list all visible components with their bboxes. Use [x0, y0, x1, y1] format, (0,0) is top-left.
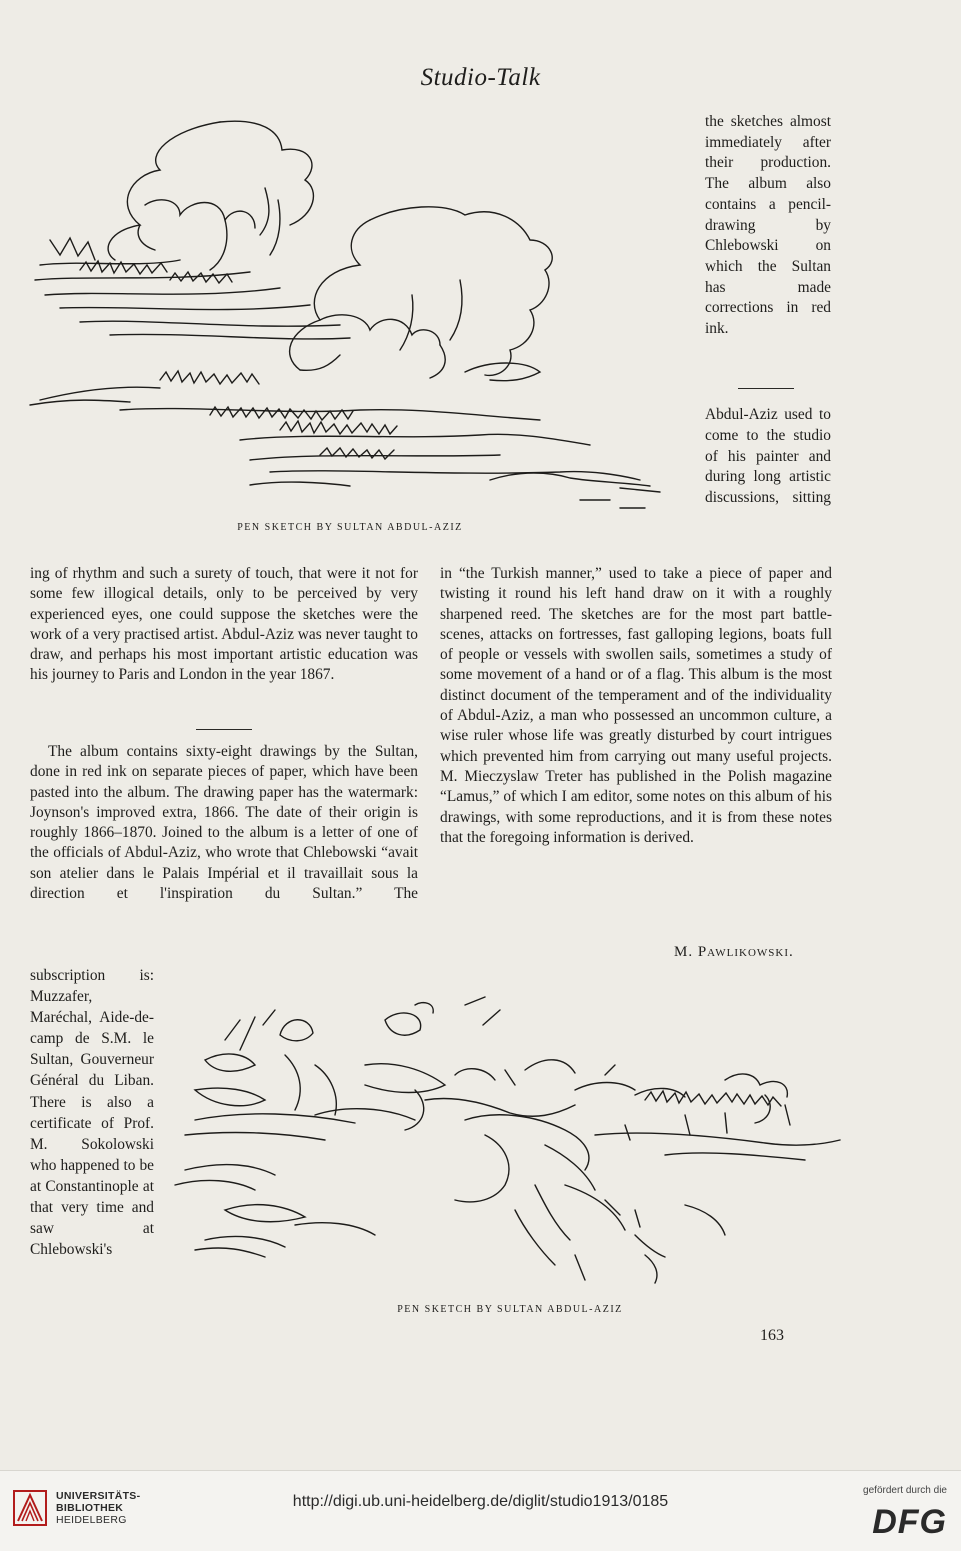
sketch-top-clouds	[20, 110, 680, 515]
left-col-para-2: The album contains sixty-eight drawings by the Sultan, done in red ink on separate pieces of paper, which have been pasted into the album. The drawing paper has the watermark: Joynson's improved extra, 1866. The date of their origin is roughly 1866–1870. Joined to the album is a letter of one of the officials of Abdul-Aziz, who wrote that Chlebowski “avait son atelier dans le Palais Impérial et il travaillait sous la direction et l'inspiration du Sultan.” The	[30, 743, 418, 903]
institution-line-3: HEIDELBERG	[56, 1514, 127, 1526]
dfg-logo: DFG	[872, 1503, 947, 1541]
source-url-link[interactable]: http://digi.ub.uni-heidelberg.de/diglit/studio1913/0185	[292, 1493, 669, 1510]
left-col-para-1: ing of rhythm and such a surety of touch, that were it not for some few illogical details, only to be perceived by very experienced eyes, one could suppose the sketches were the work of a very practised artist. Abdul-Aziz was never taught to draw, and perhaps his most important artistic education was his journey to Paris and London in the year 1867.	[30, 565, 418, 684]
left-col-para-3: subscription is: Muzzafer, Maréchal, Aide-de-camp de S.M. le Sultan, Gouverneur Général du Liban. There is also a certificate of Prof. M. Sokolowski who happened to be at Constantinople at that very time and saw at Chlebowski's	[30, 967, 154, 1259]
sketch-bottom-battle	[165, 995, 845, 1295]
right-col-para-1: in “the Turkish manner,” used to take a piece of paper and twisting it round his left hand draw on it with a roughly sharpened reed. The sketches are for the most part battle-scenes, attacks on fortresses, fast galloping legions, boats full of people or vessels with swollen sails, sometimes a study of some movement of a hand or of a flag. This album is the most distinct document of the temperament and of the individuality of Abdul-Aziz, a man who possessed an uncommon culture, a wise ruler whose life was greatly disturbed by court intrigues which prevented him from carrying out many useful projects. M. Mieczyslaw Treter has published in the Polish magazine “Lamus,” of which I am editor, some notes on this album of his drawings, with some reproductions, and it is from these notes that the foregoing information is derived.	[440, 565, 832, 846]
funding-label: gefördert durch die	[863, 1485, 947, 1496]
signature: M. Pawlikowski.	[674, 944, 794, 960]
caption-top-sketch: PEN SKETCH BY SULTAN ABDUL-AZIZ	[237, 522, 463, 533]
institution-line-2: BIBLIOTHEK	[56, 1502, 124, 1514]
right-top-para-2: Abdul-Aziz used to come to the studio of his painter and during long artistic discussions, sitting	[705, 406, 831, 507]
institution-line-1: UNIVERSITÄTS-	[56, 1490, 141, 1502]
left-col-divider	[196, 729, 252, 730]
page-number: 163	[760, 1327, 784, 1344]
right-top-para-1: the sketches almost immediately after their production. The album also contains a pencil-drawing by Chlebowski on which the Sultan has made corrections in red ink.	[705, 113, 831, 338]
footer-bar	[0, 1470, 961, 1551]
right-top-divider	[738, 388, 794, 389]
running-header: Studio-Talk	[420, 64, 541, 91]
caption-bottom-sketch: PEN SKETCH BY SULTAN ABDUL-AZIZ	[397, 1304, 623, 1315]
